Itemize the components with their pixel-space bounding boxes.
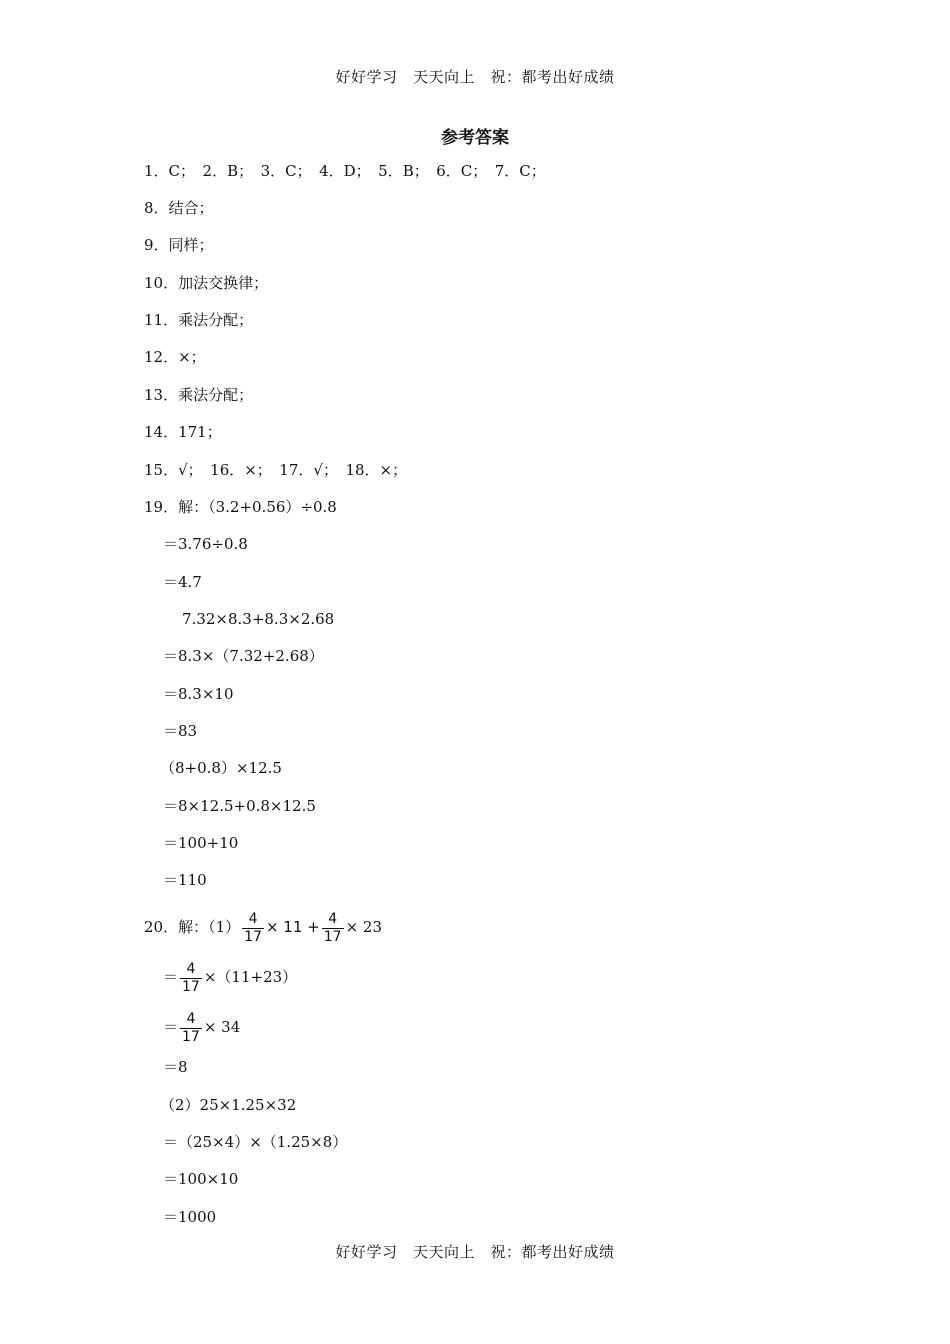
q19-line-11: ＝110 bbox=[163, 871, 207, 889]
q20-line-7: ＝100×10 bbox=[163, 1170, 239, 1188]
q20-line-8: ＝1000 bbox=[163, 1208, 217, 1226]
q20-line-3 bbox=[163, 1005, 240, 1049]
fraction-denominator: 17 bbox=[182, 978, 200, 995]
fraction-4-17 bbox=[242, 911, 264, 946]
page-footer: 好好学习 天天向上 祝：都考出好成绩 bbox=[335, 1243, 615, 1261]
answer-line-13: 13．乘法分配； bbox=[144, 386, 254, 404]
q19-line-9: ＝8×12.5+0.8×12.5 bbox=[163, 797, 316, 815]
q20-line-2 bbox=[163, 955, 297, 999]
q19-line-7: ＝83 bbox=[163, 722, 198, 740]
q20-times-11: × 11 + bbox=[265, 918, 320, 936]
fraction-numerator: 4 bbox=[180, 961, 202, 979]
fraction-denominator: 17 bbox=[244, 928, 262, 945]
answer-line-15-18: 15．√； 16．×； 17．√； 18．×； bbox=[144, 461, 408, 479]
q20-line-3-tail: × 34 bbox=[203, 1018, 241, 1036]
q20-line-4: ＝8 bbox=[163, 1058, 188, 1076]
page-header: 好好学习 天天向上 祝：都考出好成绩 bbox=[335, 68, 615, 86]
answer-line-11: 11．乘法分配； bbox=[144, 311, 254, 329]
q19-line-1: 19．解：（3.2+0.56）÷0.8 bbox=[144, 498, 337, 516]
q19-line-4: 7.32×8.3+8.3×2.68 bbox=[182, 610, 335, 628]
equals-sign: ＝ bbox=[163, 968, 179, 986]
fraction-numerator: 4 bbox=[242, 911, 264, 929]
answer-line-9: 9．同样； bbox=[144, 236, 214, 254]
fraction-numerator: 4 bbox=[180, 1011, 202, 1029]
q19-line-3: ＝4.7 bbox=[163, 573, 202, 591]
answer-line-14: 14．171； bbox=[144, 423, 222, 441]
q19-line-6: ＝8.3×10 bbox=[163, 685, 234, 703]
q20-line-6: ＝（25×4）×（1.25×8） bbox=[163, 1133, 348, 1151]
q20-prefix: 20．解：（1） bbox=[144, 918, 241, 936]
answer-line-12: 12．×； bbox=[144, 348, 206, 366]
fraction-denominator: 17 bbox=[182, 1028, 200, 1045]
q19-line-8: （8+0.8）×12.5 bbox=[160, 759, 282, 777]
fraction-numerator: 4 bbox=[322, 911, 344, 929]
answer-line-8: 8．结合； bbox=[144, 199, 214, 217]
fraction-4-17 bbox=[180, 1011, 202, 1046]
fraction-4-17 bbox=[322, 911, 344, 946]
q19-line-5: ＝8.3×（7.32+2.68） bbox=[163, 647, 324, 665]
fraction-denominator: 17 bbox=[323, 928, 342, 945]
q20-line-5: （2）25×1.25×32 bbox=[160, 1096, 297, 1114]
equals-sign: ＝ bbox=[163, 1018, 179, 1036]
answer-line-1-7: 1．C； 2．B； 3．C； 4．D； 5．B； 6．C； 7．C； bbox=[144, 162, 546, 180]
q20-line-2-tail: ×（11+23） bbox=[203, 968, 298, 986]
page-title: 参考答案 bbox=[441, 128, 509, 148]
fraction-4-17 bbox=[180, 961, 202, 996]
q19-line-2: ＝3.76÷0.8 bbox=[163, 535, 248, 553]
answer-line-10: 10．加法交换律； bbox=[144, 274, 269, 292]
q20-times-23: × 23 bbox=[345, 918, 382, 936]
q20-line-1 bbox=[144, 905, 382, 949]
q19-line-10: ＝100+10 bbox=[163, 834, 239, 852]
